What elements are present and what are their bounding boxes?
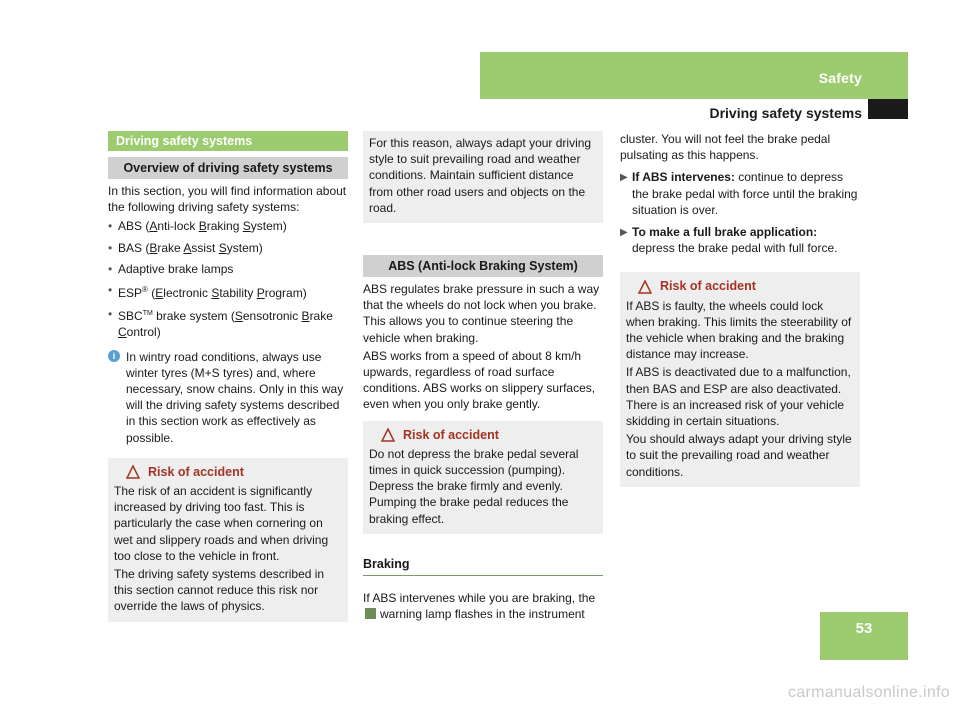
warning-triangle-icon <box>126 465 140 479</box>
warning-text: You should always adapt your driving style to suit the prevailing road and weather conditions. <box>626 432 852 479</box>
bullet-icon: • <box>108 219 113 234</box>
warning-triangle-icon <box>381 428 395 442</box>
warning-title: Risk of accident <box>126 464 342 480</box>
bullet-icon: • <box>108 261 113 276</box>
info-icon: i <box>108 350 120 362</box>
arrow-right-icon: ▶ <box>620 172 628 184</box>
warning-box <box>363 421 603 534</box>
warning-text: Do not depress the brake pedal several times in quick succession (pumping). Depress the brake firmly and evenly. Pumping the brake pedal reduces the braking effect. <box>369 446 579 526</box>
page-title: Driving safety systems <box>709 105 862 121</box>
braking-heading: Braking <box>363 556 603 576</box>
instruction-step: ▶ To make a full brake application: depress the brake pedal with full force. <box>620 225 838 256</box>
column-3 <box>620 131 860 487</box>
warning-box <box>620 272 860 486</box>
abs-paragraph: ABS regulates brake pressure in such a way that the wheels do not lock when you brake. This allows you to continue steering the vehicle when braking. <box>363 282 600 345</box>
arrow-right-icon: ▶ <box>620 227 628 239</box>
info-text: In wintry road conditions, always use winter tyres (M+S tyres) and, where necessary, snow chains. Only in this way will the driving safety systems described in this section work as effectively as possible. <box>126 349 344 445</box>
warning-text: For this reason, always adapt your driving style to suit prevailing road and weather conditions. Maintain sufficient distance from other road users and objects on the road. <box>369 136 592 215</box>
section-title: Safety <box>818 70 862 86</box>
warning-box <box>108 458 348 622</box>
warning-text: The risk of an accident is significantly increased by driving too fast. This is particularly the case when cornering on wet and slippery roads and when driving too close to the vehicle in front. <box>114 484 329 563</box>
watermark: carmanualsonline.info <box>788 684 950 701</box>
instruction-step: ▶ If ABS intervenes: continue to depress the brake pedal with force until the braking situation is over. <box>620 170 858 217</box>
warning-text: If ABS is faulty, the wheels could lock when braking. This limits the steerability of the vehicle when braking and the braking distance may increase. <box>626 298 852 362</box>
warning-title: Risk of accident <box>638 278 854 294</box>
braking-paragraph-continued: cluster. You will not feel the brake pedal pulsating as this happens. <box>620 132 831 163</box>
bullet-icon: • <box>108 240 113 255</box>
warning-text: If ABS is deactivated due to a malfunction, then BAS and ESP are also deactivated. There is an increased risk of your vehicle skidding in certain situations. <box>626 365 851 429</box>
warning-title: Risk of accident <box>381 427 597 443</box>
warning-triangle-icon <box>638 280 652 294</box>
list-item: • Adaptive brake lamps <box>108 261 234 276</box>
bullet-icon: • <box>108 307 113 322</box>
list-item: • ESP® (Electronic Stability Program) <box>108 283 307 301</box>
info-note <box>108 349 348 446</box>
list-item: • SBC™ brake system (Sensotronic Brake Control) <box>108 307 333 340</box>
warning-continued-box <box>363 131 603 223</box>
chapter-bar: Driving safety systems <box>108 131 348 151</box>
column-1 <box>108 131 348 622</box>
overview-heading: Overview of driving safety systems <box>108 157 348 179</box>
column-2 <box>363 131 603 622</box>
overview-intro: In this section, you will find information about the following driving safety systems: <box>108 184 347 215</box>
abs-warning-lamp-icon <box>365 608 376 619</box>
bullet-icon: • <box>108 283 113 298</box>
list-item: • ABS (Anti-lock Braking System) <box>108 219 287 234</box>
abs-heading: ABS (Anti-lock Braking System) <box>363 255 603 277</box>
list-item: • BAS (Brake Assist System) <box>108 240 263 255</box>
warning-text: The driving safety systems described in this section cannot reduce this risk nor override the laws of physics. <box>114 567 325 614</box>
abs-paragraph: ABS works from a speed of about 8 km/h upwards, regardless of road surface conditions. ABS works on slippery surfaces, even when you only brake gently. <box>363 348 596 412</box>
page-number: 53 <box>855 620 873 637</box>
braking-paragraph: If ABS intervenes while you are braking, the warning lamp flashes in the instrument <box>363 591 596 622</box>
header-marker <box>868 99 908 119</box>
